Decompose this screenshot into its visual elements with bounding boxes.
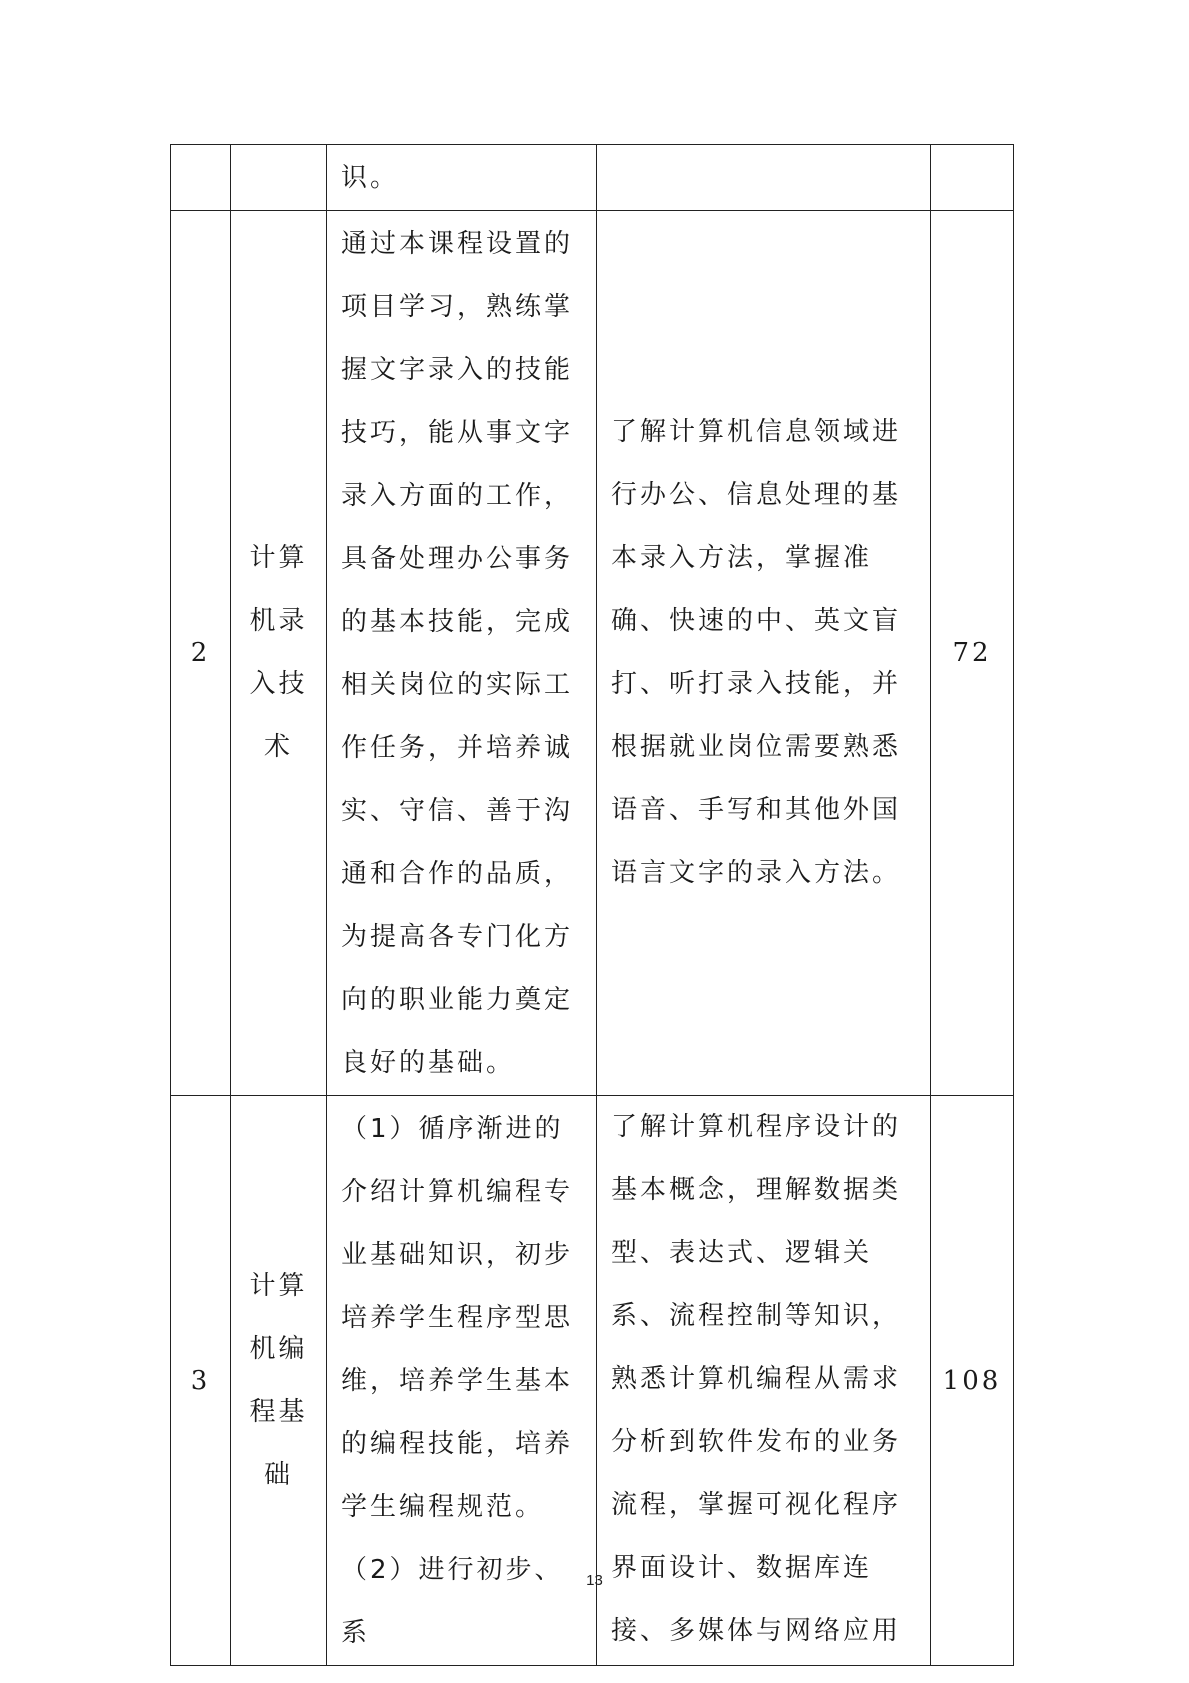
course-content-cell: 了解计算机程序设计的基本概念，理解数据类型、表达式、逻辑关系、流程控制等知识，熟悉计算机编程从需求分析到软件发布的业务流程，掌握可视化程序界面设计、数据库连接、多媒体与网络应用 [597,1096,931,1666]
row-number-cell: 2 [171,211,231,1096]
course-goal-cell: （1）循序渐进的介绍计算机编程专业基础知识，初步培养学生程序型思维，培养学生基本的编程技能，培养学生编程规范。 （2）进行初步、系 [327,1096,597,1666]
course-table [170,144,1014,1666]
table-row [171,145,1014,211]
table-row [171,211,1014,1096]
course-content-cell: 了解计算机信息领域进行办公、信息处理的基本录入方法，掌握准确、快速的中、英文盲打、听打录入技能，并根据就业岗位需要熟悉语音、手写和其他外国语言文字的录入方法。 [597,211,931,1096]
course-content-cell [597,145,931,211]
course-goal-cell: 通过本课程设置的项目学习，熟练掌握文字录入的技能技巧，能从事文字录入方面的工作，具备处理办公事务的基本技能，完成相关岗位的实际工作任务，并培养诚实、守信、善于沟通和合作的品质，为提高各专门化方向的职业能力奠定良好的基础。 [327,211,597,1096]
course-hours-cell: 72 [931,211,1014,1096]
course-goal-cell: 识。 [327,145,597,211]
row-number-cell: 3 [171,1096,231,1666]
row-number-cell [171,145,231,211]
course-hours-cell: 108 [931,1096,1014,1666]
course-hours-cell [931,145,1014,211]
course-name-cell: 计算机录入技术 [231,211,327,1096]
course-name-cell: 计算机编程基础 [231,1096,327,1666]
course-name-cell [231,145,327,211]
page-number: 13 [586,1572,603,1589]
